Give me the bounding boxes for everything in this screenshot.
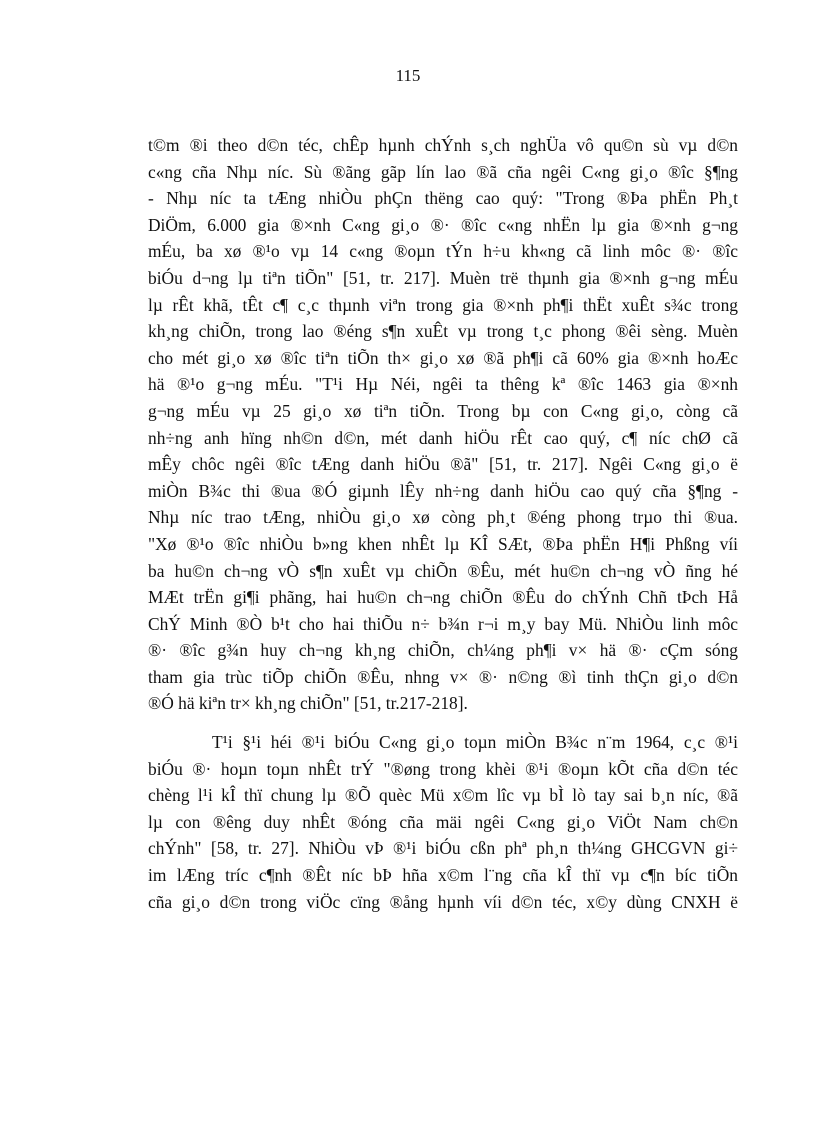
text-line: - Nhµ níc ta tÆng nhiÒu phÇn thëng cao quý: "Trong ®Þa phËn Ph¸t: [148, 188, 738, 209]
paragraph-1: [148, 132, 738, 717]
text-line: lµ con ®êng duy nhÊt ®óng cña mäi ngêi C«ng gi¸o ViÖt Nam ch©n: [148, 811, 738, 832]
text-line: ®· ®îc g¾n huy ch¬ng kh¸ng chiÕn, ch¼ng ph¶i v× hä ®· cÇm sóng: [148, 640, 738, 661]
text-line: hä ®¹o g¬ng mÉu. "T¹i Hµ Néi, ngêi ta thêng kª ®îc 1463 gia ®×nh: [148, 374, 738, 395]
text-line: tham gia trùc tiÕp chiÕn ®Êu, nhng v× ®· n©ng ®ì tinh thÇn gi¸o d©n: [148, 666, 738, 687]
text-line: biÓu d¬ng lµ tiªn tiÕn" [51, tr. 217]. Muèn trë thµnh gia ®×nh g¬ng mÉu: [148, 267, 738, 288]
text-line: ChÝ Minh ®Ò b¹t cho hai thiÕu n÷ b¾n r¬i m¸y bay Mü. NhiÒu linh môc: [148, 613, 738, 634]
text-line: cho mét gi¸o xø ®îc tiªn tiÕn th× gi¸o xø ®ã ph¶i cã 60% gia ®×nh hoÆc: [148, 347, 738, 368]
text-line: ba hu©n ch¬ng vÒ s¶n xuÊt vµ chiÕn ®Êu, mét hu©n ch¬ng vÒ ñng hé: [148, 560, 738, 581]
text-line: chèng l¹i kÎ thï chung lµ ®Õ quèc Mü x©m lîc vµ bÌ lò tay sai b¸n níc, ®ã: [148, 785, 738, 806]
text-line: Nhµ níc trao tÆng, nhiÒu gi¸o xø còng ph¸t ®éng phong trµo thi ®ua.: [148, 507, 738, 528]
body-text: [148, 132, 738, 915]
text-line: DiÖm, 6.000 gia ®×nh C«ng gi¸o ®· ®îc c«ng nhËn lµ gia ®×nh g¬ng: [148, 214, 738, 235]
text-line: t©m ®i theo d©n téc, chÊp hµnh chÝnh s¸ch nghÜa vô qu©n sù vµ d©n: [148, 135, 738, 155]
text-line: c«ng cña Nhµ níc. Sù ®ãng gãp lín lao ®ã cña ngêi C«ng gi¸o ®îc §¶ng: [148, 161, 738, 182]
text-line: lµ rÊt khã, tÊt c¶ c¸c thµnh viªn trong gia ®×nh ph¶i thËt xuÊt s¾c trong: [148, 294, 738, 315]
paragraph-2: [148, 729, 738, 915]
text-line: mÉu, ba xø ®¹o vµ 14 c«ng ®oµn tÝn h÷u kh«ng cã linh môc ®· ®îc: [148, 241, 738, 262]
text-line: cña gi¸o d©n trong viÖc cïng ®ång hµnh víi d©n téc, x©y dùng CNXH ë: [148, 891, 738, 912]
page-number: 115: [395, 66, 421, 85]
text-line: T¹i §¹i héi ®¹i biÓu C«ng gi¸o toµn miÒn B¾c n¨m 1964, c¸c ®¹i: [212, 732, 738, 753]
text-line: im lÆng tríc c¶nh ®Êt níc bÞ hña x©m l¨ng cña kÎ thï vµ c¶n bíc tiÕn: [148, 865, 738, 886]
text-line: "Xø ®¹o ®îc nhiÒu b»ng khen nhÊt lµ KÎ SÆt, ®Þa phËn H¶i Phßng víi: [148, 533, 738, 554]
text-line: miÒn B¾c thi ®ua ®Ó giµnh lÊy nh÷ng danh hiÖu cao quý cña §¶ng -: [148, 480, 738, 501]
text-line: mÊy chôc ngêi ®îc tÆng danh hiÖu ®ã" [51, tr. 217]. Ngêi C«ng gi¸o ë: [148, 454, 738, 475]
text-line: MÆt trËn gi¶i phãng, hai hu©n ch¬ng chiÕn ®Êu do chÝnh Chñ tÞch Hå: [148, 587, 738, 608]
text-line: ®Ó hä kiªn tr× kh¸ng chiÕn" [51, tr.217-218].: [148, 693, 468, 714]
text-line: nh÷ng anh hïng nh©n d©n, mét danh hiÖu rÊt cao quý, c¶ níc chØ cã: [148, 427, 738, 448]
text-line: g¬ng mÉu vµ 25 gi¸o xø tiªn tiÕn. Trong bµ con C«ng gi¸o, còng cã: [148, 400, 738, 421]
text-line: chÝnh" [58, tr. 27]. NhiÒu vÞ ®¹i biÓu cßn phª ph¸n th¼ng GHCGVN gi÷: [148, 838, 738, 859]
paragraph-spacing: [148, 717, 738, 729]
text-line: biÓu ®· hoµn toµn nhÊt trÝ "®øng trong khèi ®¹i ®oµn kÕt cña d©n téc: [148, 758, 738, 779]
text-line: kh¸ng chiÕn, trong lao ®éng s¶n xuÊt vµ trong t¸c phong ®êi sèng. Muèn: [148, 321, 738, 342]
